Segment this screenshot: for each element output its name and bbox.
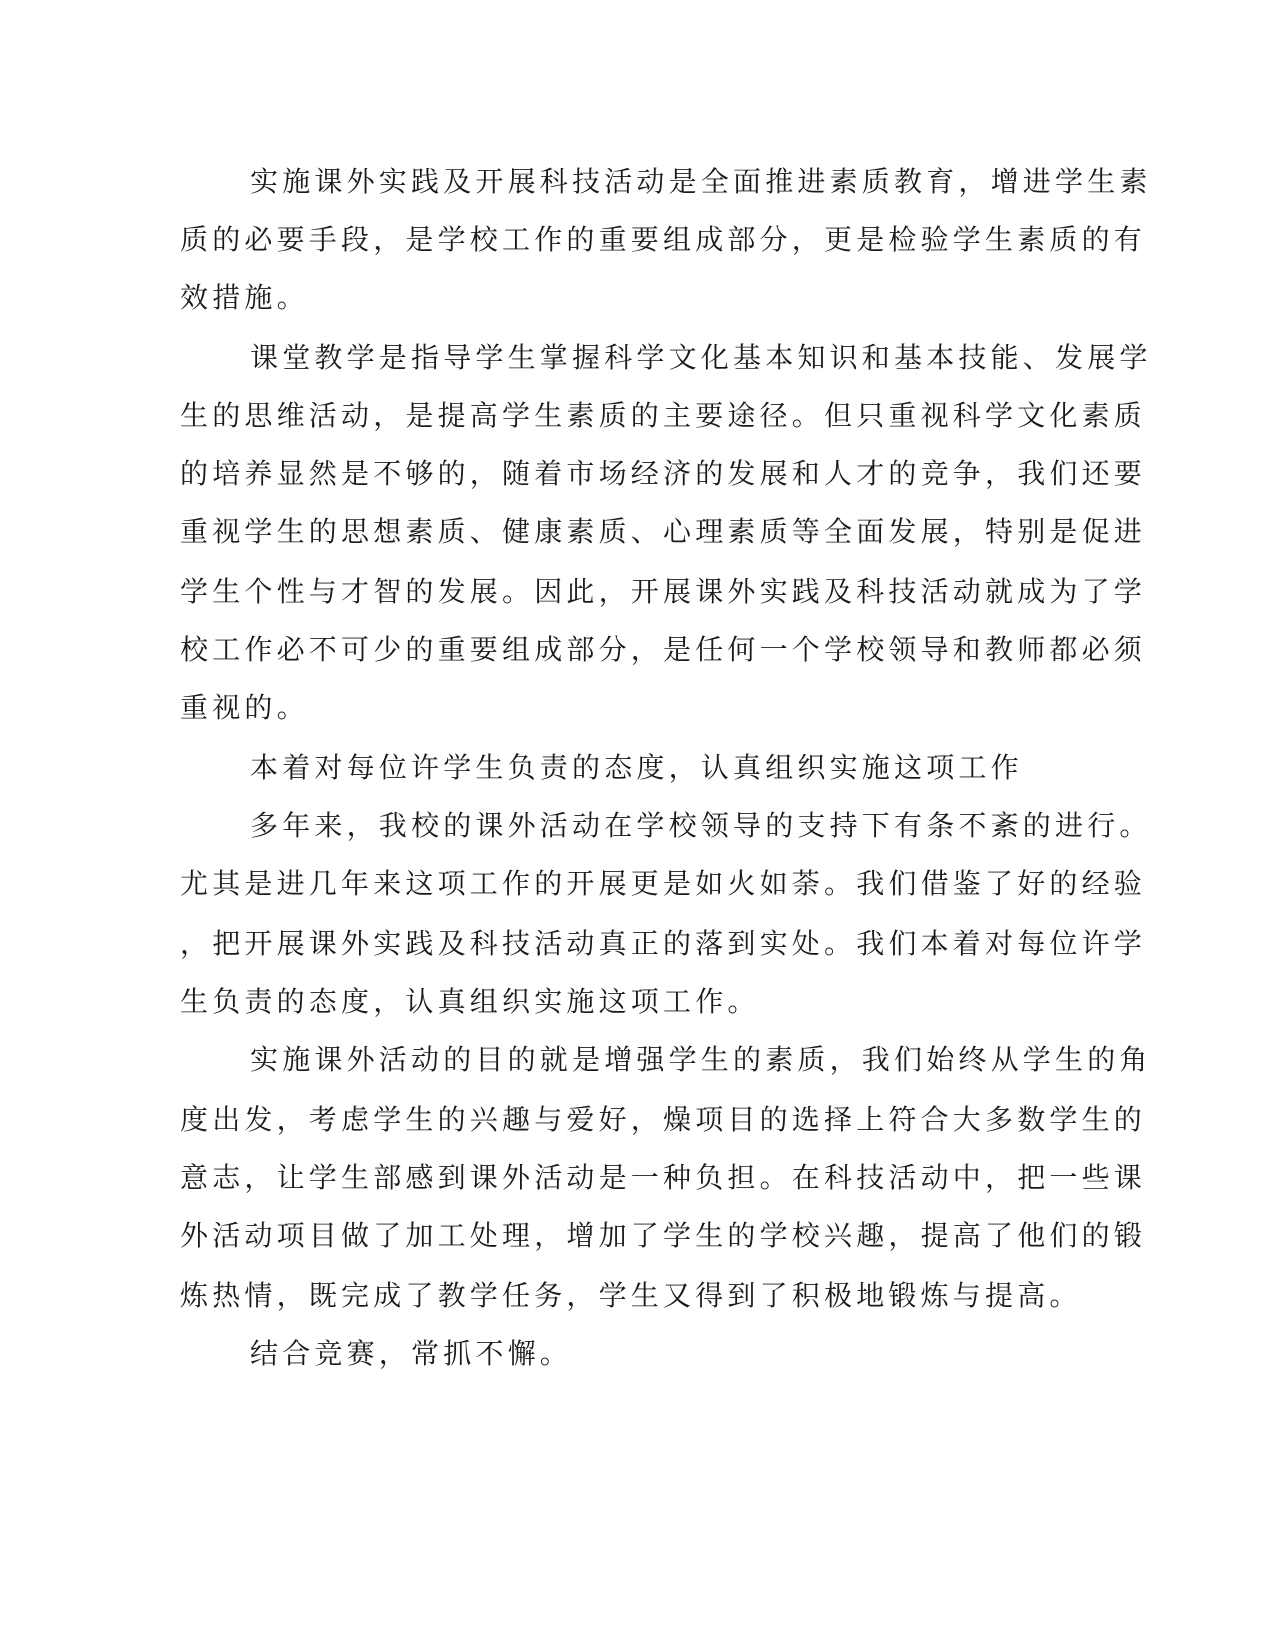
paragraph-5-line-1: 实施课外活动的目的就是增强学生的素质，我们始终从学生的角: [250, 1043, 1152, 1076]
paragraph-4-line-2: 尤其是进几年来这项工作的开展更是如火如荼。我们借鉴了好的经验: [180, 867, 1147, 900]
paragraph-1-line-3: 效措施。: [180, 281, 309, 314]
paragraph-5-line-2: 度出发，考虑学生的兴趣与爱好，燥项目的选择上符合大多数学生的: [180, 1103, 1147, 1136]
paragraph-4-line-3: ，把开展课外实践及科技活动真正的落到实处。我们本着对每位许学: [180, 927, 1147, 960]
paragraph-2-line-1: 课堂教学是指导学生掌握科学文化基本知识和基本技能、发展学: [250, 341, 1152, 374]
paragraph-2-line-2: 生的思维活动，是提高学生素质的主要途径。但只重视科学文化素质: [180, 399, 1147, 432]
paragraph-5-line-4: 外活动项目做了加工处理，增加了学生的学校兴趣，提高了他们的锻: [180, 1219, 1147, 1252]
paragraph-2-line-4: 重视学生的思想素质、健康素质、心理素质等全面发展，特别是促进: [180, 515, 1147, 548]
paragraph-2-line-6: 校工作必不可少的重要组成部分，是任何一个学校领导和教师都必须: [180, 633, 1147, 666]
paragraph-4-line-4: 生负责的态度，认真组织实施这项工作。: [180, 985, 760, 1018]
paragraph-5-line-3: 意志，让学生部感到课外活动是一种负担。在科技活动中，把一些课: [180, 1161, 1147, 1194]
paragraph-2-line-7: 重视的。: [180, 691, 309, 724]
paragraph-5-line-5: 炼热情，既完成了教学任务，学生又得到了积极地锻炼与提高。: [180, 1279, 1082, 1312]
paragraph-2-line-3: 的培养显然是不够的，随着市场经济的发展和人才的竞争，我们还要: [180, 457, 1147, 490]
paragraph-1-line-1: 实施课外实践及开展科技活动是全面推进素质教育，增进学生素: [250, 165, 1152, 198]
paragraph-4-line-1: 多年来，我校的课外活动在学校领导的支持下有条不紊的进行。: [250, 809, 1152, 842]
paragraph-2-line-5: 学生个性与才智的发展。因此，开展课外实践及科技活动就成为了学: [180, 575, 1147, 608]
paragraph-6-line-1: 结合竞赛，常抓不懈。: [250, 1337, 573, 1370]
paragraph-1-line-2: 质的必要手段，是学校工作的重要组成部分，更是检验学生素质的有: [180, 223, 1147, 256]
paragraph-3-line-1: 本着对每位许学生负责的态度，认真组织实施这项工作: [250, 751, 1023, 784]
